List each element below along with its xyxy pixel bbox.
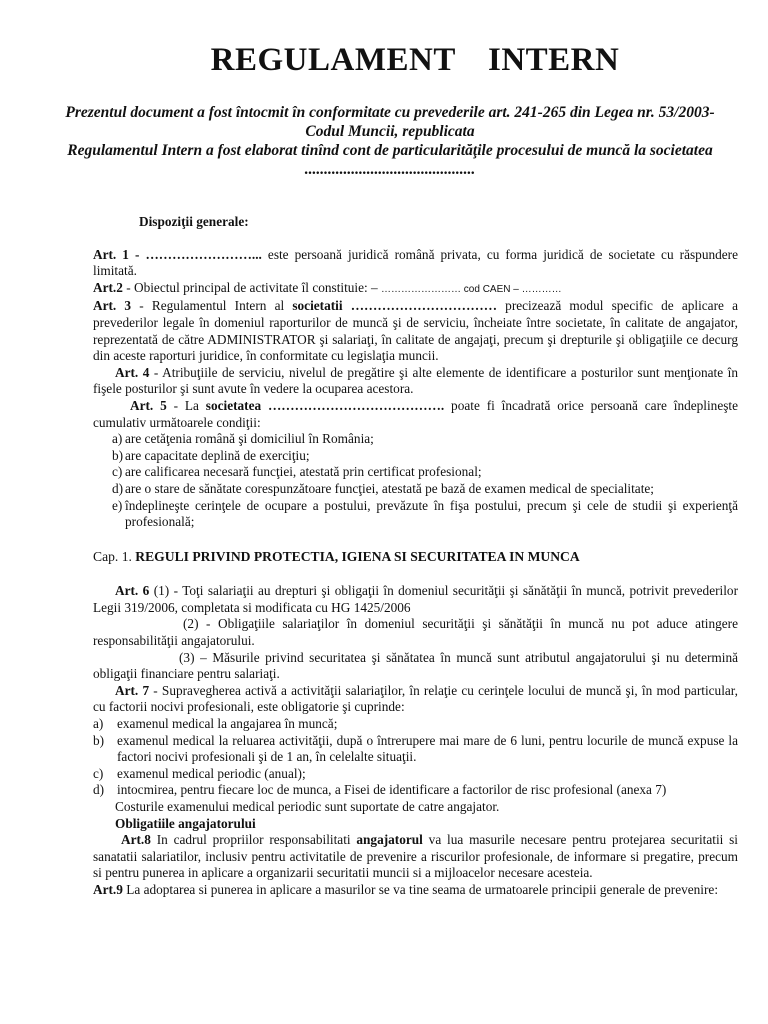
article-6-para-2: (2) - Obligaţiile salariaţilor în domeniul securităţii şi sănătăţii în muncă nu pot aduce atingere responsabilităţii angajatorului. <box>93 616 738 649</box>
art2-dots: …………………… cod CAEN – ………… <box>381 283 562 295</box>
list-item <box>93 766 738 783</box>
article-8 <box>93 832 738 882</box>
list-item-text: examenul medical la reluarea activităţii, după o întrerupere mai mare de 6 luni, pentru locurile de muncă expuse la factori nocivi profesionali şi de 1 an, în celelalte situaţii. <box>117 732 738 765</box>
list-item <box>93 481 738 498</box>
list-marker: e) <box>112 497 123 513</box>
art6-label: Art. 6 <box>115 583 150 599</box>
list-item <box>93 448 738 465</box>
chapter-1-heading <box>93 549 738 566</box>
list-item-text: examenul medical periodic (anual); <box>117 765 306 781</box>
art2-label: Art.2 <box>93 279 123 295</box>
article-6 <box>93 583 738 616</box>
art8-bold: angajatorul <box>356 832 423 848</box>
article-2 <box>93 280 738 299</box>
list-marker: a) <box>112 431 123 447</box>
art3-label: Art. 3 <box>93 298 132 314</box>
art9-text: La adoptarea si punerea in aplicare a masurilor se va tine seama de urmatoarele principii generale de prevenire: <box>122 881 719 897</box>
intro-block <box>60 103 720 179</box>
list-item <box>93 733 738 766</box>
list-item-text: intocmirea, pentru fiecare loc de munca, a Fisei de identificare a factorilor de risc profesional (anexa 7) <box>117 782 667 798</box>
art1-text: este persoană juridică română privata, cu forma juridică de societate cu răspundere limitată. <box>93 246 738 279</box>
art1-label: Art. 1 <box>93 246 129 262</box>
list-marker: b) <box>112 447 124 463</box>
list-item-text: examenul medical la angajarea în muncă; <box>117 716 338 732</box>
art9-label: Art.9 <box>93 881 123 897</box>
list-item <box>93 464 738 481</box>
document-title: REGULAMENT INTERN <box>210 42 620 78</box>
intro-line-1: Prezentul document a fost întocmit în conformitate cu prevederile art. 241-265 din Legea nr. 53/2003-Codul Muncii, republicata <box>65 104 715 140</box>
list-item <box>93 782 738 799</box>
list-marker: a) <box>93 716 104 732</box>
art3-pre: - Regulamentul Intern al <box>131 298 293 314</box>
list-marker: b) <box>93 732 105 748</box>
article-3 <box>93 298 738 364</box>
art4-text: - Atribuţiile de serviciu, nivelul de pregătire şi alte elemente de identificare a posturilor sunt menţionate în fişele posturilor şi sunt avute în vedere la ocuparea acestora. <box>93 364 738 397</box>
document-body <box>93 214 738 899</box>
list-marker: c) <box>112 464 123 480</box>
art3-bold: societatii …………………………… <box>292 298 497 314</box>
art5-bold: societatea …………………………………. <box>205 397 445 413</box>
list-marker: d) <box>112 480 124 496</box>
employer-obligations-heading: Obligatiile angajatorului <box>115 815 256 831</box>
art5-pre: - La <box>166 397 206 413</box>
article-1 <box>93 247 738 280</box>
article-4 <box>93 365 738 398</box>
list-item <box>93 431 738 448</box>
art7-text: - Supravegherea activă a activităţii salariaţilor, în relaţie cu cerinţele locului de muncă şi, în mod particular, cu factorii nocivi profesionali, este obligatorie şi cuprinde: <box>93 682 739 715</box>
art5-conditions-list <box>93 431 738 531</box>
article-5 <box>93 398 738 431</box>
list-marker: c) <box>93 765 104 781</box>
list-item-text: are capacitate deplină de exerciţiu; <box>125 447 310 463</box>
art7-label: Art. 7 <box>115 682 150 698</box>
article-7 <box>93 683 738 716</box>
intro-line-2: Regulamentul Intern a fost elaborat tinînd cont de particularităţile procesului de muncă la societatea ............................................ <box>67 142 713 178</box>
art5-text: poate fi încadrată orice persoană care îndeplineşte cumulativ următoarele condiţii: <box>93 397 739 430</box>
art6-p1: (1) - Toţi salariaţii au drepturi şi obligaţii în domeniul securităţii şi sănătăţii în muncă, potrivit prevederilor Legii 319/2006, completata si modificata cu HG 1425/2006 <box>93 583 738 615</box>
chapter-1-title: REGULI PRIVIND PROTECTIA, IGIENA SI SECURITATEA IN MUNCA <box>131 548 580 564</box>
list-item-text: are o stare de sănătate corespunzătoare funcţiei, atestată pe bază de examen medical de specialitate; <box>125 480 654 496</box>
general-heading: Dispoziţii generale: <box>139 214 249 229</box>
list-item-text: are cetăţenia română şi domiciliul în România; <box>125 431 374 447</box>
article-6-para-3: (3) – Măsurile privind securitatea şi sănătatea în muncă sunt atributul angajatorului şi nu determină obligaţii financiare pentru salariaţi. <box>93 649 738 682</box>
art5-label: Art. 5 <box>130 397 167 413</box>
list-marker: d) <box>93 782 105 798</box>
art8-text: va lua masurile necesare pentru protejarea securitatii si sanatatii salariatilor, inclusiv pentru activitatile de prevenire a riscurilor profesionale, de informare si pregatire, precum si pentru punerea in aplicare a organizarii securitatii muncii si a mijloacelor necesare acesteia. <box>93 832 738 881</box>
art8-pre: In cadrul propriilor responsabilitati <box>150 832 357 848</box>
art4-label: Art. 4 <box>115 364 150 380</box>
art8-label: Art.8 <box>121 832 151 848</box>
art3-text: precizează modul specific de aplicare a prevederilor legale în domeniul raporturilor de muncă şi de serviciu, încheiate între societate, în calitate de angajator, reprezentată de către ADMINISTRATOR şi salariaţi, în calitate de angajaţi, precum şi drepturile şi obligaţiile ce decurg din aceste raporturi juridice, în conformitate cu legislaţia muncii. <box>93 298 738 364</box>
art2-text: - Obiectul principal de activitate îl constituie: – <box>122 279 382 295</box>
list-item-text: îndeplineşte cerinţele de ocupare a postului, prevăzute în fişa postului, precum şi cele de studii şi experienţă profesională; <box>125 497 738 530</box>
list-item-text: are calificarea necesară funcţiei, atestată prin certificat profesional; <box>125 464 482 480</box>
list-item <box>93 716 738 733</box>
list-item <box>93 498 738 531</box>
article-9 <box>93 882 738 899</box>
art7-list <box>93 716 738 799</box>
chapter-1-label: Cap. 1. <box>93 548 132 564</box>
costs-note: Costurile examenului medical periodic sunt suportate de catre angajator. <box>115 799 500 814</box>
art1-blank: - ……………………... <box>128 246 262 262</box>
